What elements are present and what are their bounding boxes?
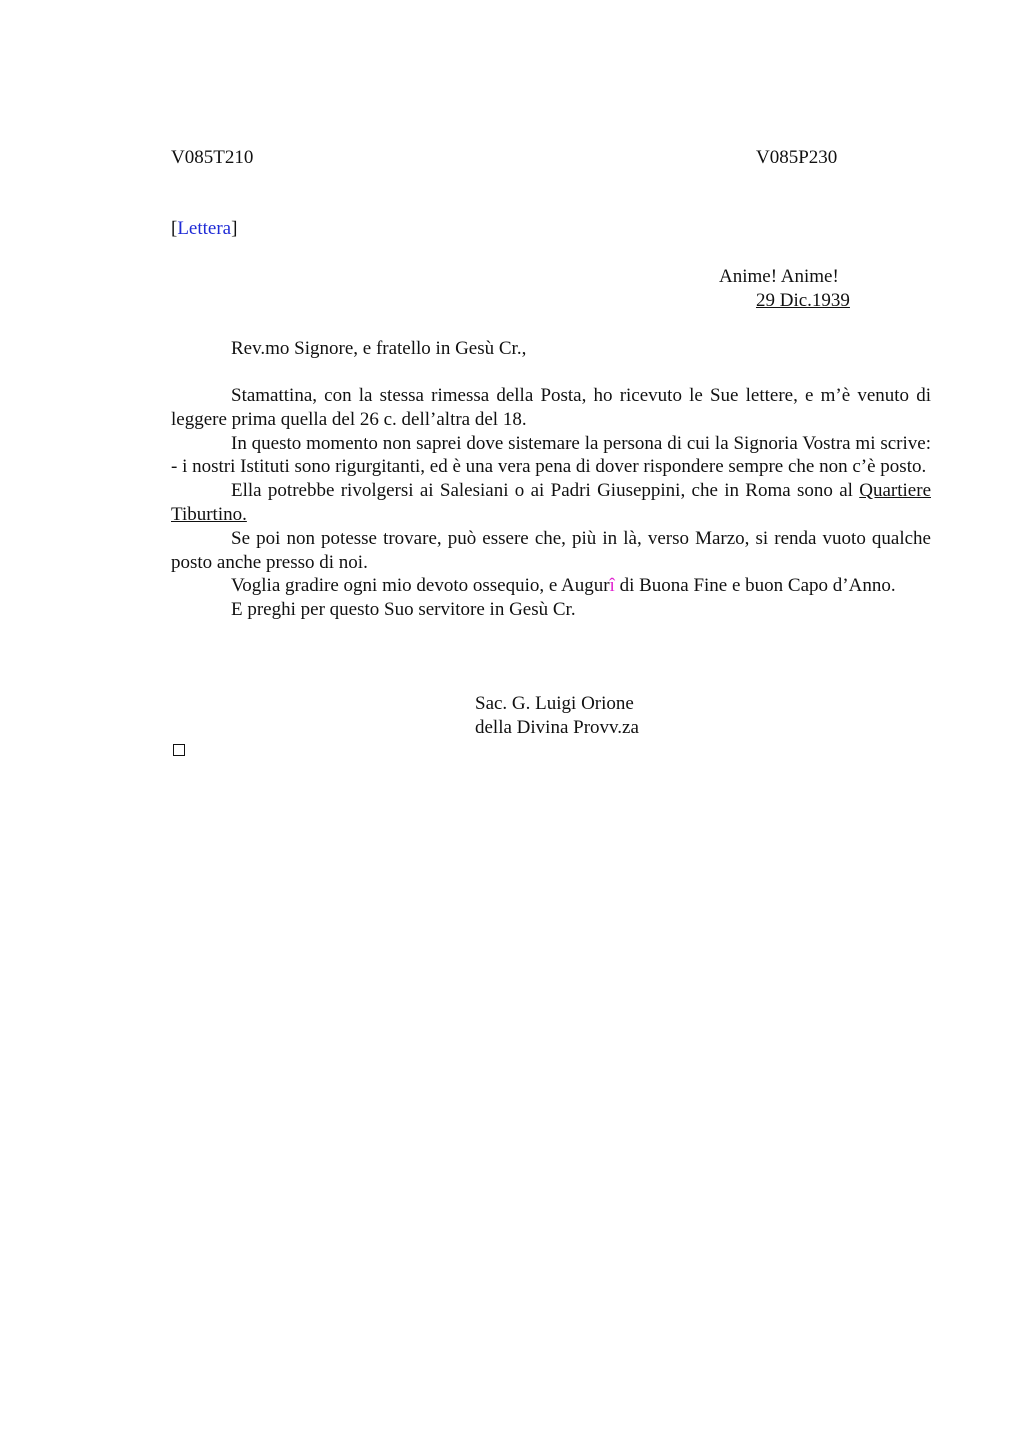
document-code-right: V085P230 bbox=[756, 147, 838, 168]
end-marker-box bbox=[173, 744, 185, 756]
body-paragraph-3 bbox=[171, 479, 931, 527]
body-paragraph-5-after: di Buona Fine e buon Capo d’Anno. bbox=[614, 575, 896, 597]
letter-date: 29 Dic.1939 bbox=[756, 290, 850, 311]
document-type-label bbox=[171, 217, 237, 241]
body-paragraph-5 bbox=[171, 574, 931, 598]
underlined-place-name: Quartiere Tiburtino. bbox=[171, 480, 931, 525]
body-paragraph-5-before: Voglia gradire ogni mio devoto ossequio, e Augur bbox=[231, 575, 610, 597]
body-paragraph-4: Se poi non potesse trovare, può essere che, più in là, verso Marzo, si renda vuoto qualche posto anche presso di noi. bbox=[171, 527, 931, 573]
body-paragraph-1: Stamattina, con la stessa rimessa della Posta, ho ricevuto le Sue lettere, e m’è venuto di leggere prima quella del 26 c. dell’altra del 18. bbox=[171, 385, 931, 430]
signature-title: della Divina Provv.za bbox=[475, 717, 639, 738]
document-code-left: V085T210 bbox=[171, 147, 254, 168]
signature-name: Sac. G. Luigi Orione bbox=[475, 693, 634, 714]
letter-salutation: Rev.mo Signore, e fratello in Gesù Cr., bbox=[231, 338, 527, 359]
document-type-text: Lettera bbox=[177, 218, 232, 239]
body-paragraph-6: E preghi per questo Suo servitore in Gesù Cr. bbox=[231, 599, 576, 621]
bracket-open: [ bbox=[171, 218, 178, 239]
body-paragraph-2: In questo momento non saprei dove sistemare la persona di cui la Signoria Vostra mi scrive: - i nostri Istituti sono rigurgitanti, ed è una vera pena di dover rispondere sempre che non c’è posto. bbox=[171, 432, 931, 478]
body-paragraph-3-text: Ella potrebbe rivolgersi ai Salesiani o ai Padri Giuseppini, che in Roma sono al bbox=[231, 480, 860, 502]
letter-motto: Anime! Anime! bbox=[719, 266, 839, 287]
highlighted-character: î bbox=[609, 575, 615, 597]
bracket-close: ] bbox=[231, 218, 238, 239]
letter-body bbox=[171, 384, 931, 622]
